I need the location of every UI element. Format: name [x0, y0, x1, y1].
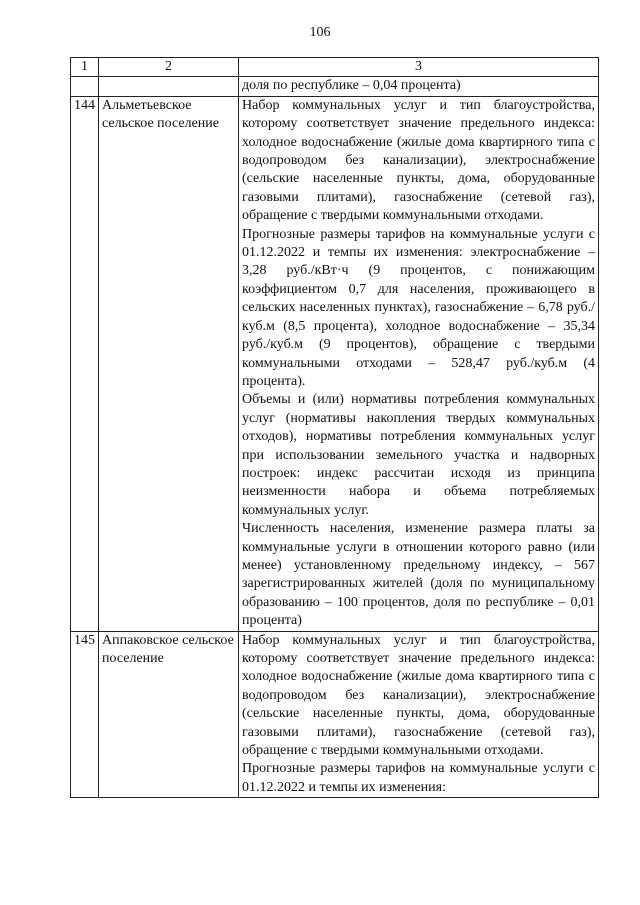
continuation-text-cell — [239, 77, 599, 96]
column-header-3: 3 — [239, 58, 599, 77]
description-cell — [239, 631, 599, 798]
row-number: 144 — [71, 96, 99, 631]
paragraph-consumption-norms: Объемы и (или) нормативы потребления коммунальных услуг (нормативы накопления твердых коммунальных отходов), нормативы потребления коммунальных услуг при использовании земельного участка и надворных построек: индекс рассчитан исходя из принципа неизменности набора и объема потребляемых коммунальных услуг. — [242, 392, 595, 518]
page-number: 106 — [309, 25, 331, 40]
paragraph-services-set: Набор коммунальных услуг и тип благоустройства, которому соответствует значение предельного индекса: холодное водоснабжение (жилые дома квартирного типа с водопроводом без канализации), электроснабжение (сельские населенные пункты, дома, оборудованные газовыми плитами), газоснабжение (сетевой газ), обращение с твердыми коммунальными отходами. — [242, 632, 595, 759]
column-header-1: 1 — [71, 58, 99, 77]
row-number: 145 — [71, 631, 99, 798]
paragraph-population: Численность населения, изменение размера платы за коммунальные услуги в отношении которого равно (или менее) установленному предельному индексу, – 567 зарегистрированных жителей (доля по муниципальному образованию – 100 процентов, доля по республике – 0,01 процента) — [242, 521, 595, 629]
paragraph-services-set: Набор коммунальных услуг и тип благоустройства, которому соответствует значение предельного индекса: холодное водоснабжение (жилые дома квартирного типа с водопроводом без канализации), электроснабжение (сельские населенные пункты, дома, оборудованные газовыми плитами), газоснабжение (сетевой газ), обращение с твердыми коммунальными отходами. — [242, 97, 595, 224]
tariff-table — [70, 57, 599, 798]
description-cell — [239, 96, 599, 631]
settlement-name: Аппаковское сельское поселение — [99, 631, 239, 798]
continuation-text: доля по республике – 0,04 процента) — [242, 78, 461, 94]
continuation-row — [71, 77, 599, 96]
paragraph-tariffs: Прогнозные размеры тарифов на коммунальные услуги с 01.12.2022 и темпы их изменения: — [242, 761, 595, 795]
continuation-name-cell — [99, 77, 239, 96]
table-row — [71, 96, 599, 631]
column-header-2: 2 — [99, 58, 239, 77]
table-row — [71, 631, 599, 798]
paragraph-tariffs: Прогнозные размеры тарифов на коммунальные услуги с 01.12.2022 и темпы их изменения: электроснабжение – 3,28 руб./кВт·ч (9 процентов, с понижающим коэффициентом 0,7 для населения, проживающего в сельских населенных пунктах), газоснабжение – 6,78 руб./куб.м (8,5 процента), холодное водоснабжение – 35,34 руб./куб.м (9 процентов), обращение с твердыми коммунальными отходами – 528,47 руб./куб.м (4 процента). — [242, 226, 595, 389]
continuation-num-cell — [71, 77, 99, 96]
settlement-name: Альметьевское сельское поселение — [99, 96, 239, 631]
table-header-row — [71, 58, 599, 77]
